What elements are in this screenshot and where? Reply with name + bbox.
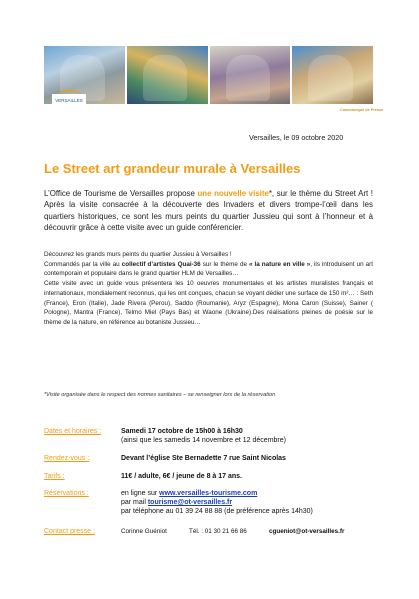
contact-email[interactable]: cgueniot@ot-versailles.fr <box>269 528 345 535</box>
booking-mail: par mail tourisme@ot-versailles.fr <box>121 499 233 506</box>
contact-label: Contact presse : <box>44 528 95 535</box>
sanitary-note: *Visite organisée dans le respect des normes sanitaires – se renseigner lors de la réservation <box>44 392 276 398</box>
body-paragraph-1 <box>44 260 373 279</box>
page-title: Le Street art grandeur murale à Versailles <box>44 161 301 176</box>
mural-photo-4 <box>292 46 373 104</box>
booking-label: Réservations : <box>44 490 89 497</box>
body-p1b: collectif d’artistes Quai-36 <box>121 260 201 268</box>
dates-sub: (ainsi que les samedis 14 novembre et 12 décembre) <box>121 437 286 444</box>
booking-phone: par téléphone au 01 39 24 88 88 (de préférence après 14h30) <box>121 508 313 515</box>
body-p1c: sur le thème de <box>200 260 249 268</box>
mural-photo-3 <box>210 46 291 104</box>
body-p1e: , ils introduisent un art contemporain et populaire dans le grand quartier HLM de Versailles… <box>44 260 373 278</box>
email-link[interactable]: tourisme@ot-versailles.fr <box>147 499 233 506</box>
intro-highlight: une nouvelle visite <box>197 189 269 198</box>
logo-text: VERSAILLES <box>55 98 83 103</box>
dates-label: Dates et horaires : <box>44 428 102 435</box>
meeting-value: Devant l’église Ste Bernadette 7 rue Saint Nicolas <box>121 455 286 462</box>
header-photo-banner <box>44 46 373 104</box>
meeting-label: Rendez-vous : <box>44 455 90 462</box>
booking-web: en ligne sur www.versailles-tourisme.com <box>121 490 258 497</box>
website-link[interactable]: www.versailles-tourisme.com <box>159 490 258 497</box>
body-text <box>44 250 373 328</box>
rates-label: Tarifs : <box>44 473 65 480</box>
press-release-tag: Communiqué de Presse <box>340 108 384 112</box>
logo-crown-mark <box>58 90 80 98</box>
intro-part-2: *, sur le thème du Street Art ! Après la visite consacrée à la découverte des Invaders et divers trompe-l’œil dans les quartiers historiques, ce sont les murs peints du quartier Jussieu qui sont à l’honneur et à découvrir grâce à cette visite avec un guide conférencier. <box>44 189 373 233</box>
intro-paragraph <box>44 188 373 234</box>
dates-value: Samedi 17 octobre de 15h00 à 16h30 <box>121 428 243 435</box>
contact-name: Corinne Guéniot <box>121 528 167 535</box>
body-p1d: « la nature en ville » <box>248 260 311 268</box>
mural-photo-2 <box>127 46 208 104</box>
body-paragraph-2: Cette visite avec un guide vous présentera les 10 oeuvres monumentales et les artistes muralistes français et internationaux, mondialement reconnus, qui les ont conçues, chacun se voyant dédier une surface de 150 m²… : Seth (France), Eron (Italie), Jade Rivera (Perou), Saddo (Roumanie), Aryz (Espagne), Mona Caron (Suisse), Sainer ( Pologne), Mantra (France), Telmo Miel (Pays Bas) et Waone (Ukraine).Des réalisations pleines de poésie sur le thème de la nature, en référence au botaniste Jussieu… <box>44 280 373 326</box>
body-line-1: Découvrez les grands murs peints du quartier Jussieu à Versailles ! <box>44 251 232 258</box>
intro-part-1: L’Office de Tourisme de Versailles propose <box>44 189 198 198</box>
contact-phone: Tél. : 01 30 21 66 86 <box>189 528 247 535</box>
versailles-logo <box>52 94 86 108</box>
rates-value: 11€ / adulte, 6€ / jeune de 8 à 17 ans. <box>121 473 243 480</box>
date-line: Versailles, le 09 octobre 2020 <box>249 133 344 142</box>
body-p1a: Commandés par la ville au <box>44 260 122 268</box>
